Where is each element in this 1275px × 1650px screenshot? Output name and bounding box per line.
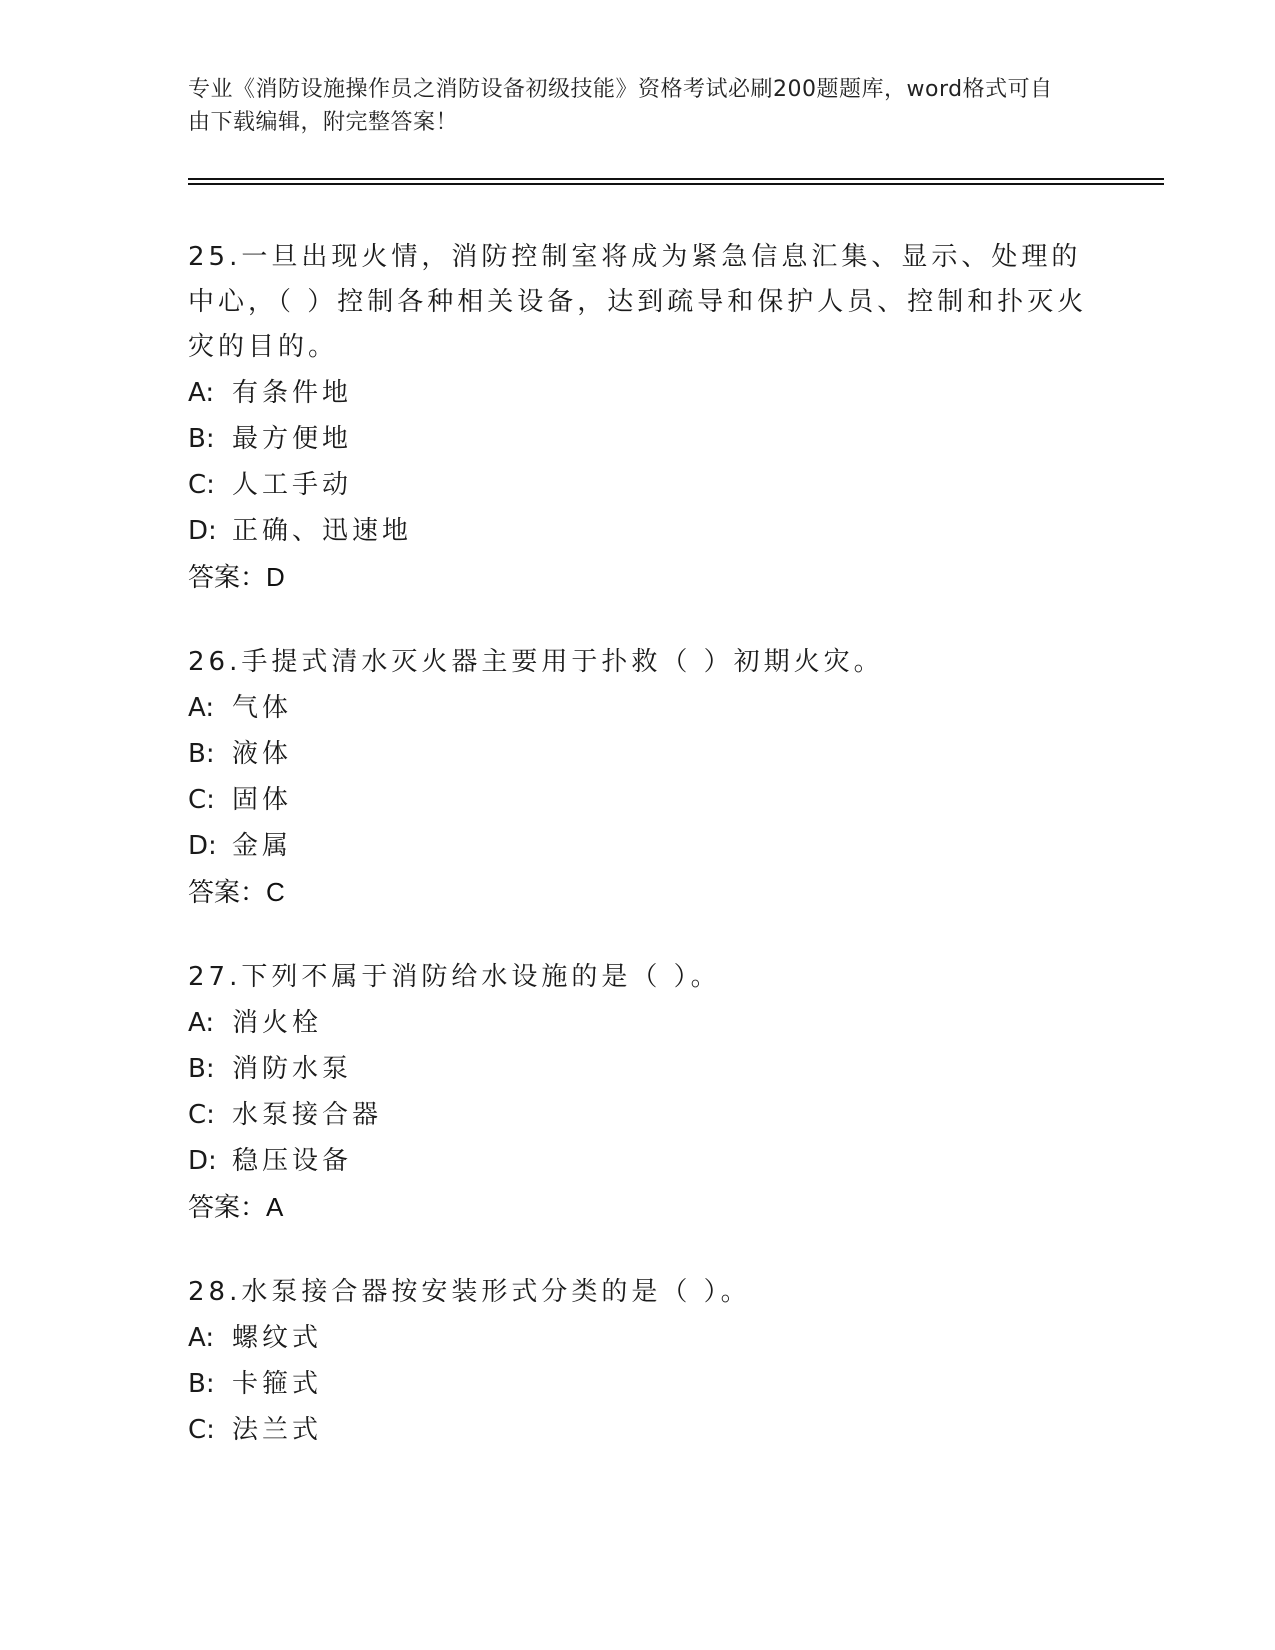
option-text: 最方便地	[232, 424, 353, 454]
question-list	[188, 235, 1088, 1493]
option-c	[188, 777, 1088, 823]
option-text: 螺纹式	[232, 1323, 323, 1353]
option-text: 稳压设备	[232, 1146, 353, 1176]
option-letter: B:	[188, 1369, 215, 1399]
option-c	[188, 1092, 1088, 1138]
option-a	[188, 1315, 1088, 1361]
answer-line: 答案：C	[188, 877, 285, 907]
option-text: 卡箍式	[232, 1369, 323, 1399]
option-letter: D:	[188, 831, 217, 861]
option-c	[188, 1407, 1088, 1453]
option-text: 法兰式	[232, 1415, 323, 1445]
option-letter: C:	[188, 1415, 215, 1445]
option-c	[188, 462, 1088, 508]
option-text: 液体	[232, 739, 293, 769]
option-text: 正确、迅速地	[232, 516, 413, 546]
option-d	[188, 1138, 1088, 1184]
option-letter: A:	[188, 378, 215, 408]
option-b	[188, 731, 1088, 777]
option-text: 水泵接合器	[232, 1100, 383, 1130]
option-d	[188, 508, 1088, 554]
document-header: 专业《消防设施操作员之消防设备初级技能》资格考试必刷200题题库，word格式可自由下载编辑，附完整答案！	[188, 77, 1053, 135]
option-text: 固体	[232, 785, 293, 815]
question-27	[188, 955, 1088, 1230]
option-text: 消火栓	[232, 1008, 323, 1038]
question-28	[188, 1270, 1088, 1453]
option-letter: A:	[188, 693, 215, 723]
option-letter: C:	[188, 785, 215, 815]
option-text: 金属	[232, 831, 293, 861]
option-letter: C:	[188, 1100, 215, 1130]
option-a	[188, 685, 1088, 731]
question-25	[188, 235, 1088, 600]
option-text: 气体	[232, 693, 293, 723]
option-a	[188, 370, 1088, 416]
option-letter: B:	[188, 1054, 215, 1084]
option-letter: A:	[188, 1008, 215, 1038]
question-stem: 28.水泵接合器按安装形式分类的是（ ）。	[188, 1277, 751, 1307]
option-letter: B:	[188, 739, 215, 769]
option-b	[188, 416, 1088, 462]
answer-line: 答案：A	[188, 1192, 284, 1222]
question-stem: 27.下列不属于消防给水设施的是（ ）。	[188, 962, 721, 992]
option-letter: D:	[188, 516, 217, 546]
option-text: 人工手动	[232, 470, 353, 500]
question-stem: 26.手提式清水灭火器主要用于扑救（ ）初期火灾。	[188, 647, 884, 677]
option-a	[188, 1000, 1088, 1046]
option-b	[188, 1361, 1088, 1407]
option-text: 有条件地	[232, 378, 353, 408]
option-text: 消防水泵	[232, 1054, 353, 1084]
answer-line: 答案：D	[188, 562, 285, 592]
option-letter: A:	[188, 1323, 215, 1353]
question-stem: 25.一旦出现火情，消防控制室将成为紧急信息汇集、显示、处理的中心，（ ）控制各种相关设备，达到疏导和保护人员、控制和扑灭火灾的目的。	[188, 242, 1088, 362]
header-rule-bottom	[188, 183, 1164, 185]
option-letter: D:	[188, 1146, 217, 1176]
option-b	[188, 1046, 1088, 1092]
option-letter: B:	[188, 424, 215, 454]
option-letter: C:	[188, 470, 215, 500]
question-26	[188, 640, 1088, 915]
header-rule-top	[188, 178, 1164, 180]
option-d	[188, 823, 1088, 869]
